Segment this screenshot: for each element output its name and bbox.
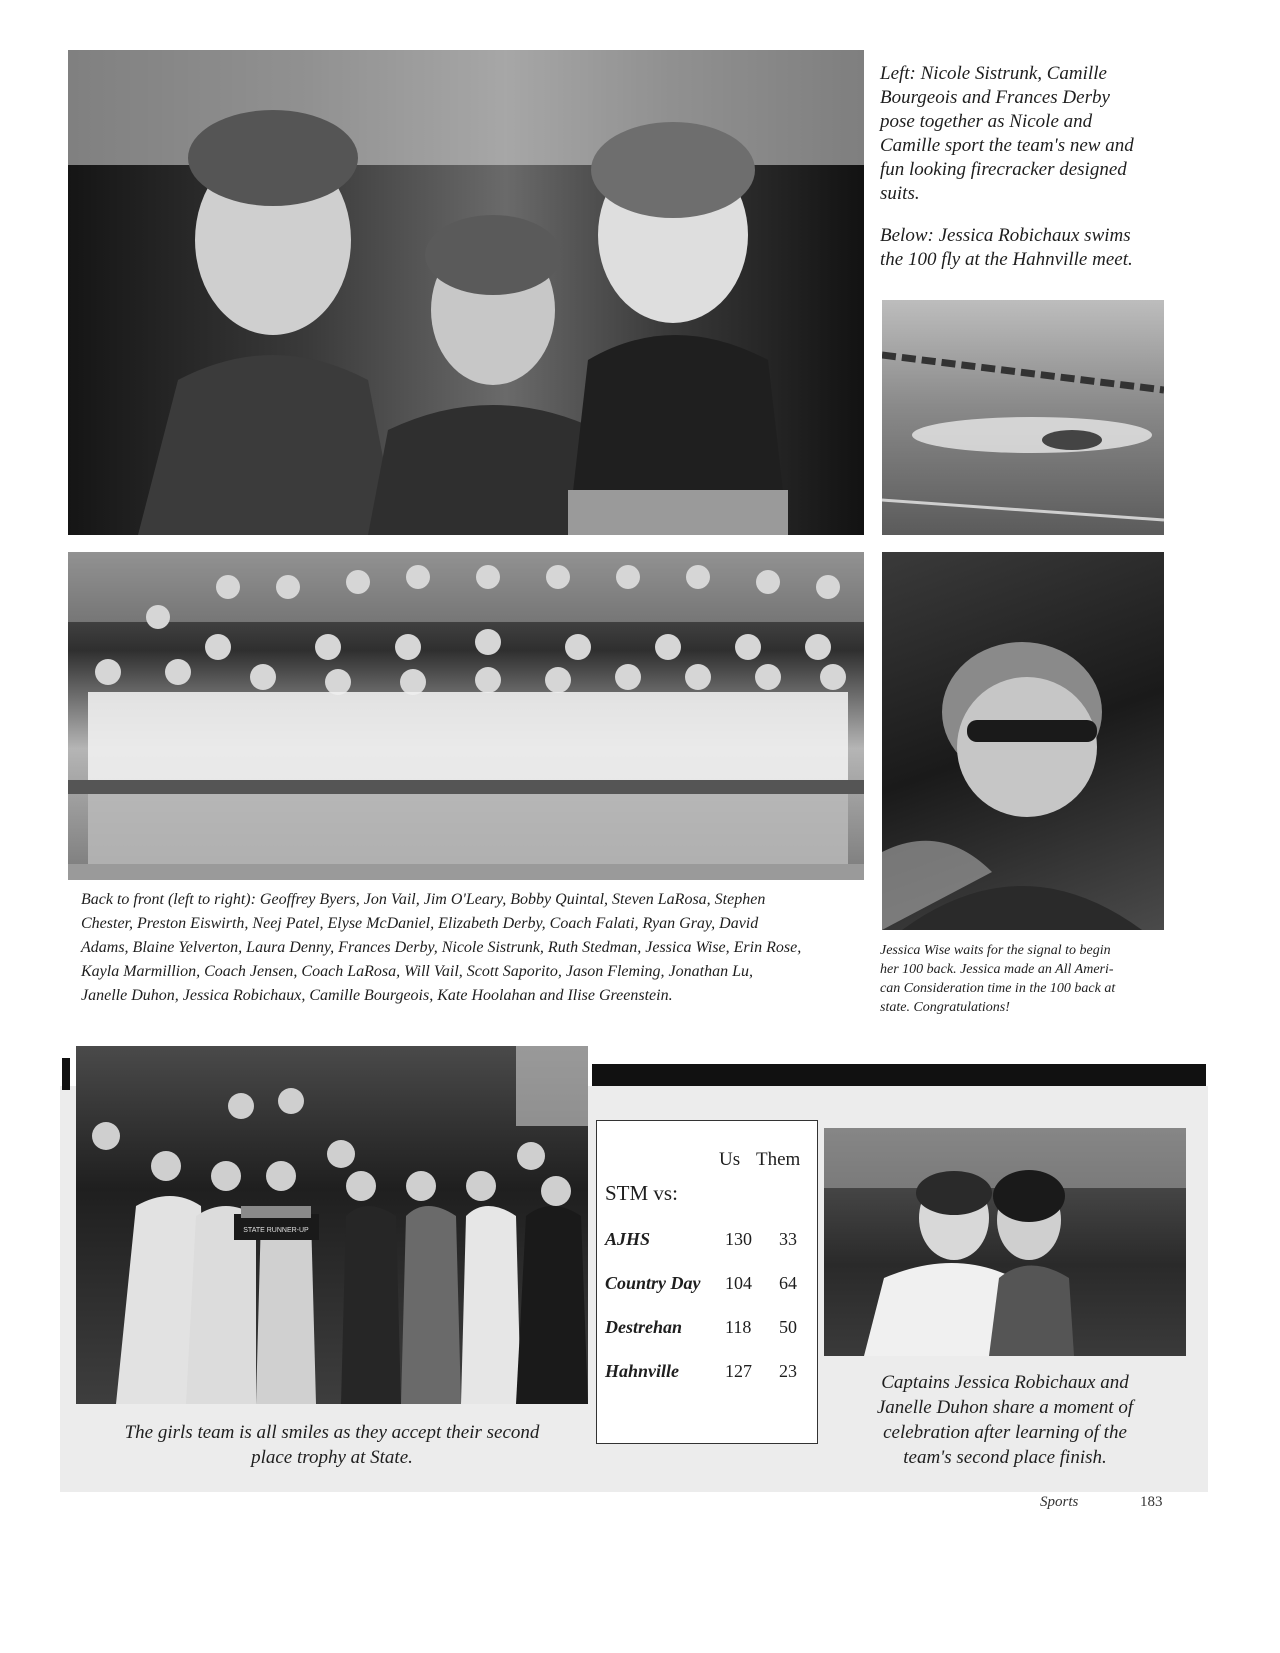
caption-line: Left: Nicole Sistrunk, Camille	[880, 63, 1107, 84]
score-them: 50	[779, 1317, 797, 1337]
opponent: Destrehan	[605, 1317, 683, 1337]
caption-line: Captains Jessica Robichaux and	[881, 1372, 1129, 1393]
caption-line: suits.	[880, 183, 920, 204]
caption-line: team's second place finish.	[903, 1447, 1107, 1468]
photo-jessica-wise	[882, 552, 1164, 930]
photo-team	[68, 552, 864, 880]
caption-line: her 100 back. Jessica made an All Ameri-	[880, 962, 1114, 977]
caption-line: The girls team is all smiles as they accept their second	[124, 1422, 540, 1443]
score-us: 104	[725, 1273, 752, 1293]
photo-girls-trophy	[76, 1046, 588, 1404]
caption-line: Janelle Duhon, Jessica Robichaux, Camille Bourgeois, Kate Hoolahan and Ilise Greenstein.	[81, 987, 673, 1004]
caption-line: the 100 fly at the Hahnville meet.	[880, 249, 1133, 270]
caption-line: fun looking firecracker designed	[880, 159, 1127, 180]
opponent: AJHS	[605, 1229, 651, 1249]
caption-line: Janelle Duhon share a moment of	[876, 1397, 1134, 1418]
score-us: 118	[725, 1317, 752, 1337]
folio-page-number: 183	[1140, 1494, 1163, 1510]
caption-line: Camille sport the team's new and	[880, 135, 1134, 156]
caption-line: pose together as Nicole and	[880, 111, 1093, 132]
caption-line: Jessica Wise waits for the signal to begin	[880, 943, 1111, 958]
right-black-bar	[592, 1064, 1206, 1086]
col-them-header: Them	[756, 1149, 801, 1170]
caption-line: Below: Jessica Robichaux swims	[880, 225, 1131, 246]
caption-line: Bourgeois and Frances Derby	[880, 87, 1110, 108]
caption-team-roster	[81, 888, 871, 1008]
folio-section: Sports	[1040, 1494, 1079, 1510]
caption-line: Chester, Preston Eiswirth, Neej Patel, Elyse McDaniel, Elizabeth Derby, Coach Falati, Ryan Gray, David	[81, 915, 759, 932]
caption-line: state. Congratulations!	[880, 1000, 1010, 1015]
caption-captains	[824, 1370, 1186, 1470]
score-us: 127	[725, 1361, 752, 1381]
photo-swimmer-fly	[882, 300, 1164, 535]
photo-captains	[824, 1128, 1186, 1356]
score-them: 33	[779, 1229, 797, 1249]
col-us-header: Us	[719, 1149, 741, 1170]
score-them: 64	[779, 1273, 797, 1293]
caption-line: celebration after learning of the	[883, 1422, 1127, 1443]
photo-three-swimmers	[68, 50, 864, 535]
left-black-bar	[62, 1058, 70, 1090]
score-table-title: STM vs:	[605, 1181, 678, 1205]
caption-swimmer-fly	[880, 224, 1180, 272]
trophy-plaque-text: STATE RUNNER-UP	[243, 1227, 309, 1234]
caption-line: Adams, Blaine Yelverton, Laura Denny, Frances Derby, Nicole Sistrunk, Ruth Stedman, Jessica Wise, Erin Rose,	[81, 939, 802, 956]
score-them: 23	[779, 1361, 797, 1381]
caption-line: can Consideration time in the 100 back at	[880, 981, 1116, 996]
caption-line: place trophy at State.	[251, 1447, 413, 1468]
opponent: Country Day	[605, 1273, 701, 1293]
caption-three-swimmers	[880, 62, 1180, 206]
opponent: Hahnville	[605, 1361, 680, 1381]
caption-jessica-wise	[880, 941, 1180, 1017]
caption-line: Back to front (left to right): Geoffrey Byers, Jon Vail, Jim O'Leary, Bobby Quintal, Steven LaRosa, Stephen	[81, 891, 766, 908]
caption-line: Kayla Marmillion, Coach Jensen, Coach LaRosa, Will Vail, Scott Saporito, Jason Fleming, Jonathan Lu,	[81, 963, 753, 980]
caption-girls-trophy	[76, 1420, 588, 1470]
score-table	[596, 1120, 818, 1444]
score-us: 130	[725, 1229, 752, 1249]
